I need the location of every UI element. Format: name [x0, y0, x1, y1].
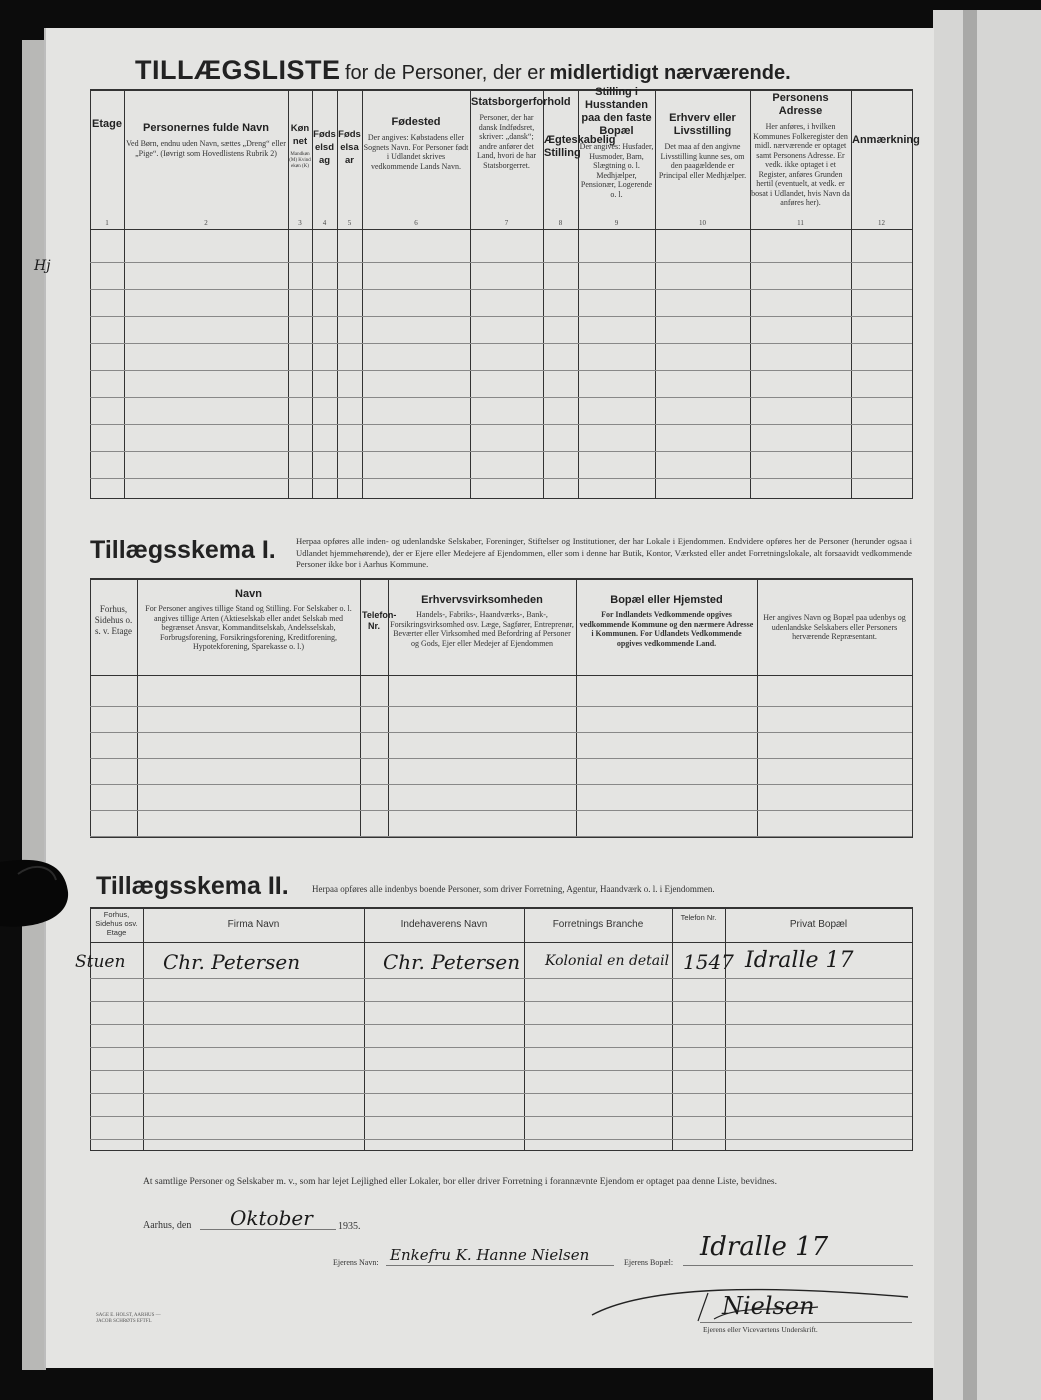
- table2-header-title: Telefon-Nr.: [362, 610, 397, 631]
- table1-col-number: 4: [322, 219, 327, 227]
- table1-header-cell: [656, 112, 749, 180]
- tillaegsliste-title: TILLÆGSLISTE for de Personer, der er midlertidigt nærværende.: [135, 55, 791, 85]
- table1-row-line: [90, 397, 912, 398]
- table1-col-number: 12: [878, 219, 885, 227]
- page-edge: [22, 40, 46, 1370]
- table3-header-cell: Forhus, Sidehus osv. Etage: [95, 910, 138, 937]
- row-etage: Stuen: [75, 952, 126, 972]
- owner-line: [386, 1265, 614, 1266]
- table3-header-cell: Indehaverens Navn: [400, 919, 488, 930]
- table2-header-title: Erhvervsvirksomheden: [421, 594, 543, 606]
- table2-col-divider: [137, 578, 138, 838]
- table1-header-title: Anmærkning: [852, 134, 920, 146]
- table3-row-line: [90, 1001, 912, 1002]
- table1-col-number: 3: [298, 219, 302, 227]
- table3-header-cell: Firma Navn: [227, 919, 280, 930]
- table1-header-cell: [91, 118, 123, 131]
- table3-header-cell: Forretnings Branche: [552, 919, 644, 930]
- table2-col-divider: [576, 578, 577, 838]
- table1-header-sub: Ved Børn, endnu uden Navn, sættes „Dreng“ eller „Pige“. (Iøvrigt som Hovedlistens Rubrik 2): [126, 139, 286, 158]
- row-telefon: 1547: [683, 950, 734, 974]
- table1-header-sub: Her anføres, i hvilken Kommunes Folkeregister den midl. nærværende er optaget samt Personens Adresse. Er vedk. ikke optaget i et Register, anføres Grunden hertil (eventuelt, at vedk. er bosat i Udlandet, hvis Navn da anføres her).: [751, 122, 850, 207]
- table3-col-divider: [364, 907, 365, 1151]
- table3-col-divider: [672, 907, 673, 1151]
- table1-bottom-border: [90, 498, 912, 499]
- table1-header-cell: [363, 116, 469, 171]
- table3-row-line: [90, 978, 912, 979]
- table2-header-cell: [92, 604, 135, 637]
- next-page: [933, 10, 1041, 1400]
- table2-row-line: [90, 706, 912, 707]
- table1-row-line: [90, 451, 912, 452]
- table3-row-line: [90, 1024, 912, 1025]
- table3-col-divider: [912, 907, 913, 1151]
- table3-row-line: [90, 1070, 912, 1071]
- table3-header-cell: Privat Bopæl: [789, 919, 848, 930]
- table1-header-bottom: [90, 229, 912, 230]
- table1-header-cell: [289, 122, 311, 170]
- row-branche: Kolonial en detail: [545, 953, 670, 969]
- table2-bottom-border: [90, 837, 912, 838]
- table1-header-sub: Det maa af den angivne Livsstilling kunne ses, om den paagældende er Principal eller Medhjælper.: [658, 142, 747, 180]
- table1-top-border: [90, 89, 912, 91]
- table1-col-number: 9: [614, 219, 619, 227]
- owner-addr-line: [683, 1265, 913, 1266]
- table1-row-line: [90, 316, 912, 317]
- table2-header-title: Forhus, Sidehus o. s. v. Etage: [94, 604, 133, 636]
- table3-col-divider: [143, 907, 144, 1151]
- table1-header-title: Fødselsaar: [338, 129, 361, 166]
- table2-top-border: [90, 578, 912, 580]
- table3-top-border: [90, 907, 912, 909]
- table2-header-title: Navn: [235, 588, 262, 600]
- table1-header-cell: [471, 96, 571, 170]
- table1-row-line: [90, 262, 912, 263]
- table2-row-line: [90, 732, 912, 733]
- table2-row-line: [90, 836, 912, 837]
- table1-header-sub: Mandkøn (M) Kvindekøn (K): [289, 152, 311, 169]
- table2-header-sub: For Personer angives tillige Stand og Stilling. For Selskaber o. l. angives tillige Arten (Aktieselskab eller andet Selskab med begrænset Ansvar, Kommanditselskab, Andelsselskab, Forbrugsforening, Forsikringsforening, Kreditforening, Hypotekforening, Sparekasse o. l.): [145, 604, 352, 651]
- signature-label: Ejerens eller Viceværtens Underskrift.: [703, 1325, 818, 1334]
- printer-imprint: SAGE E. HOLST, AARHUS — JACOB SCHRØTS EFTFL: [96, 1313, 161, 1324]
- table1-row-line: [90, 289, 912, 290]
- table2-header-cell: [362, 610, 397, 632]
- table1-col-divider: [90, 89, 91, 499]
- table1-header-title: Stilling i Husstanden paa den faste Bopæl: [581, 86, 652, 137]
- table1-header-sub: Personer, der har dansk Indfødsret, skriver: „dansk“; andre anfører det Land, hvori de har Statsborgerret.: [476, 113, 537, 170]
- table3-row-line: [90, 1093, 912, 1094]
- skema1-intro: Herpaa opføres alle inden- og udenlandske Selskaber, Foreninger, Stiftelser og Institutioner, der har Lokale i Ejendommen. Endvidere opføres her de Personer (herunder ogsaa i Udlandet hjemmehørende), der er Ejere eller Medejere af Ejendommen, eller som i denne har Butik, Kontor, Værksted eller andet Forretningslokale, alt forsaavidt vedkommende Personer ikke bor i Aarhus Kommune.: [296, 536, 912, 569]
- table2-col-divider: [90, 578, 91, 838]
- table1-header-title: Personens Adresse: [772, 92, 829, 117]
- table2-header-bottom: [90, 675, 912, 676]
- table2-header-sub: For Indlandets Vedkommende opgives vedkommende Kommune og den nærmere Adresse i Kommunen. For Udlandets Vedkommende opgives vedkommende Land.: [579, 610, 754, 648]
- thumb-shape: [0, 852, 80, 934]
- table1-header-title: Erhverv eller Livsstilling: [669, 112, 736, 137]
- table1-col-number: 10: [699, 219, 706, 227]
- table2-col-divider: [360, 578, 361, 838]
- row-firma: Chr. Petersen: [163, 950, 301, 974]
- table1-header-sub: Der angives: Husfader, Husmoder, Barn, Slægtning o. l. Medhjælper, Pensionær, Logerende o. l.: [579, 142, 654, 199]
- row-indehaver: Chr. Petersen: [383, 950, 521, 974]
- table1-header-sub: Der angives: Købstadens eller Sognets Navn. For Personer født i Udlandet skrives vedkommende Lands Navn.: [363, 133, 469, 171]
- footer-city: Aarhus, den: [143, 1220, 192, 1231]
- skema2-intro: Herpaa opføres alle indenbys boende Personer, som driver Forretning, Agentur, Haandværk o. l. i Ejendommen.: [312, 884, 715, 894]
- table1-col-number: 11: [797, 219, 804, 227]
- table1-col-number: 7: [504, 219, 509, 227]
- table1-header-title: Statsborgerforhold: [471, 96, 571, 108]
- table1-header-cell: [544, 134, 616, 160]
- table2-header-cell: [139, 588, 358, 652]
- table1-col-number: 6: [414, 219, 418, 227]
- table1-row-line: [90, 424, 912, 425]
- skema1-title: Tillægsskema I.: [90, 536, 276, 564]
- table2-header-title: Bopæl eller Hjemsted: [610, 594, 723, 606]
- table3-col-divider: [524, 907, 525, 1151]
- table1-row-line: [90, 478, 912, 479]
- owner-signature: Nielsen: [722, 1292, 815, 1320]
- table3-header-bottom: [90, 942, 912, 943]
- table3-header-cell: Telefon Nr.: [680, 913, 717, 922]
- footer-month: Oktober: [230, 1206, 313, 1230]
- table1-header-cell: [313, 128, 336, 167]
- table1-header-cell: [338, 128, 361, 167]
- table1-row-line: [90, 343, 912, 344]
- table2-header-cell: [390, 594, 574, 648]
- table3-bottom-border: [90, 1150, 912, 1151]
- table3-row-line: [90, 1116, 912, 1117]
- table1-row-line: [90, 370, 912, 371]
- table2-header-cell: [578, 594, 755, 648]
- table1-header-title: Kønnet: [290, 123, 310, 147]
- table2-row-line: [90, 784, 912, 785]
- table1-header-title: Fødested: [391, 116, 441, 128]
- table1-col-number: 8: [558, 219, 563, 227]
- table2-row-line: [90, 758, 912, 759]
- table1-col-divider: [851, 89, 852, 499]
- table3-col-divider: [90, 907, 91, 1151]
- table1-col-divider: [912, 89, 913, 499]
- table3-row-line: [90, 1139, 912, 1140]
- table3-row-line: [90, 1047, 912, 1048]
- table2-header-sub: Handels-, Fabriks-, Haandværks-, Bank-, Forsikringsvirksomhed osv. Læge, Sagfører, Entreprenør, Beværter eller Virksomhed med Befordring af Personer og Gods, Ejer eller Medejer af Ejendommen: [390, 610, 574, 648]
- table1-header-title: Ægteskabelig Stilling: [544, 134, 616, 159]
- owner-label: Ejerens Navn:: [333, 1258, 379, 1267]
- footer-statement: At samtlige Personer og Selskaber m. v., som har lejet Lejlighed eller Lokaler, bor eller driver Forretning i forannævnte Ejendom er optaget paa denne Liste, bevidnes.: [143, 1177, 777, 1187]
- table1-col-number: 5: [347, 219, 352, 227]
- table1-header-cell: [852, 134, 920, 147]
- table2-header-cell: [759, 610, 910, 642]
- table2-header-sub: Her angives Navn og Bopæl paa udenbys og udenlandske Selskabers eller Personers herværende Repræsentant.: [763, 613, 906, 641]
- table2-col-divider: [757, 578, 758, 838]
- table1-col-number: 2: [204, 219, 208, 227]
- owner-addr: Idralle 17: [700, 1232, 829, 1262]
- table2-col-divider: [912, 578, 913, 838]
- table1-header-title: Personernes fulde Navn: [143, 122, 269, 134]
- footer-year: 1935.: [338, 1221, 361, 1232]
- table2-row-line: [90, 810, 912, 811]
- skema2-title: Tillægsskema II.: [96, 872, 289, 900]
- table1-col-number: 1: [105, 219, 109, 227]
- signature-line: [700, 1322, 912, 1323]
- table1-header-cell: [579, 86, 654, 199]
- owner-name: Enkefru K. Hanne Nielsen: [390, 1246, 590, 1264]
- table1-header-cell: [751, 92, 850, 208]
- table1-header-title: Fødselsdag: [313, 129, 336, 166]
- table3-col-divider: [725, 907, 726, 1151]
- table1-header-title: Etage: [92, 118, 122, 130]
- table1-header-cell: [125, 122, 287, 158]
- margin-mark: Hj: [34, 258, 51, 274]
- owner-addr-label: Ejerens Bopæl:: [624, 1258, 674, 1267]
- row-bopael: Idralle 17: [745, 948, 854, 973]
